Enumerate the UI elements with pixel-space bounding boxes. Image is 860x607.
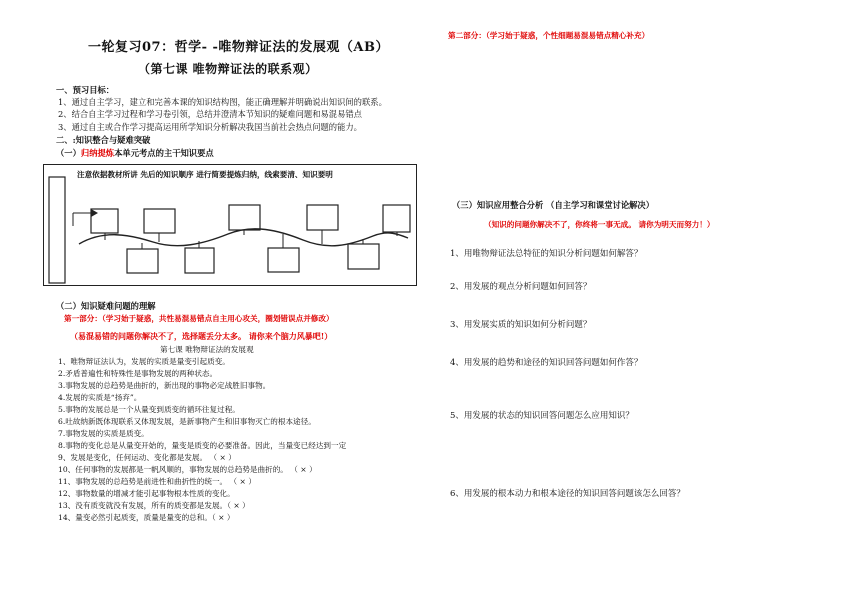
part1-rest: 本单元考点的主干知识要点 <box>114 148 214 158</box>
lesson-title: 第七课 唯物辩证法的发展观 <box>160 345 254 354</box>
question-item: 5、用发展的状态的知识回答问题怎么应用知识？ <box>450 411 634 421</box>
statement-item: 6.吐故纳新既体现联系又体现发展，是新事物产生和旧事物灭亡的根本途径。 <box>58 417 316 426</box>
statement-item: 5.事物的发展总是一个从量变到质变的循环往复过程。 <box>58 405 240 414</box>
statement-item: 4.发展的实质是“扬弃”。 <box>58 393 142 402</box>
understand-heading: （二）知识疑难问题的理解 <box>56 301 156 311</box>
section2-heading: 二、:知识整合与疑难突破 <box>56 135 151 145</box>
part1-label: 第一部分：（ <box>64 314 106 323</box>
part1-line <box>64 313 334 325</box>
statement-item: 14、量变必然引起质变，质量是量变的总和。（ × ） <box>58 513 235 522</box>
section3-heading: （三）知识应用整合分析 （自主学习和课堂讨论解决） <box>452 200 655 210</box>
question-item: 4、用发展的趋势和途径的知识回答问题如何作答？ <box>450 358 643 368</box>
question-item: 2、用发展的观点分析问题如何回答？ <box>450 282 592 292</box>
question-item: 6、用发展的根本动力和根本途径的知识回答问题该怎么回答？ <box>450 489 685 499</box>
section3-hint: （知识的问题你解决不了，你终将一事无成。 请你为明天而努力！） <box>484 220 715 229</box>
statement-item: 11、事物发展的总趋势是前进性和曲折性的统一。 （ × ） <box>58 477 256 486</box>
statement-item: 8.事物的变化总是从量变开始的，量变是质变的必要准备。因此，当量变已经达到一定 <box>58 441 347 450</box>
section2-part1 <box>56 147 214 159</box>
diagram-caption: 注意依据教材所讲 先后的知识顺序 进行简要提炼归纳，线索要清、知识要明 <box>77 170 333 179</box>
part2-text: 学习始于疑惑，个性细题易混易错点精心补充） <box>489 31 650 40</box>
statement-item: 10、任何事物的发展都是一帆风顺的，事物发展的总趋势是曲折的。 （ × ） <box>58 465 317 474</box>
part1-red-label: 归纳提炼 <box>80 148 115 158</box>
statement-item: 12、事物数量的增减才能引起事物根本性质的变化。 <box>58 489 235 498</box>
preview-item: 1、通过自主学习，建立和完善本课的知识结构图，能正确理解并明确说出知识间的联系。 <box>58 97 387 107</box>
question-item: 3、用发展实质的知识如何分析问题？ <box>450 320 592 330</box>
understand-hint: （易混易错的问题你解决不了，选择题丢分太多。 请你来个脑力风暴吧!） <box>70 331 333 341</box>
statement-item: 13、没有质变就没有发展，所有的质变都是发展。（ × ） <box>58 501 250 510</box>
part2-line <box>448 30 649 42</box>
diagram-left-bar <box>49 177 65 283</box>
question-item: 1、用唯物辩证法总特征的知识分析问题如何解答？ <box>450 249 643 259</box>
knowledge-diagram <box>43 164 417 286</box>
statement-item: 9、发展是变化，任何运动、变化都是发展。 （ × ） <box>58 453 236 462</box>
preview-heading: 一、预习目标： <box>56 85 115 95</box>
part2-label: 第二部分：（ <box>448 31 490 40</box>
statement-list <box>58 356 346 524</box>
preview-item: 2、结合自主学习过程和学习卷引领，总结并澄清本节知识的疑难问题和易混易错点 <box>58 109 362 120</box>
preview-item: 3、通过自主或合作学习提高运用所学知识分析解决我国当前社会热点问题的能力。 <box>58 121 362 132</box>
preview-list <box>58 96 387 133</box>
statement-item: 1、唯物辩证法认为，发展的实质是量变引起质变。 <box>58 357 230 366</box>
page-subtitle: （第七课 唯物辩证法的联系观） <box>138 62 318 76</box>
page-title: 一轮复习07：哲学- -唯物辩证法的发展观（AB） <box>88 40 389 55</box>
statement-item: 2.矛盾普遍性和特殊性是事物发展的两种状态。 <box>58 369 218 378</box>
part1-prefix: （一） <box>56 148 81 158</box>
part1-text: 学习始于疑惑，共性易混易错点自主用心攻关，圈划错误点并修改） <box>105 314 334 323</box>
statement-item: 7.事物发展的实质是质变。 <box>58 429 149 438</box>
statement-item: 3.事物发展的总趋势是曲折的，新出现的事物必定战胜旧事物。 <box>58 381 271 390</box>
